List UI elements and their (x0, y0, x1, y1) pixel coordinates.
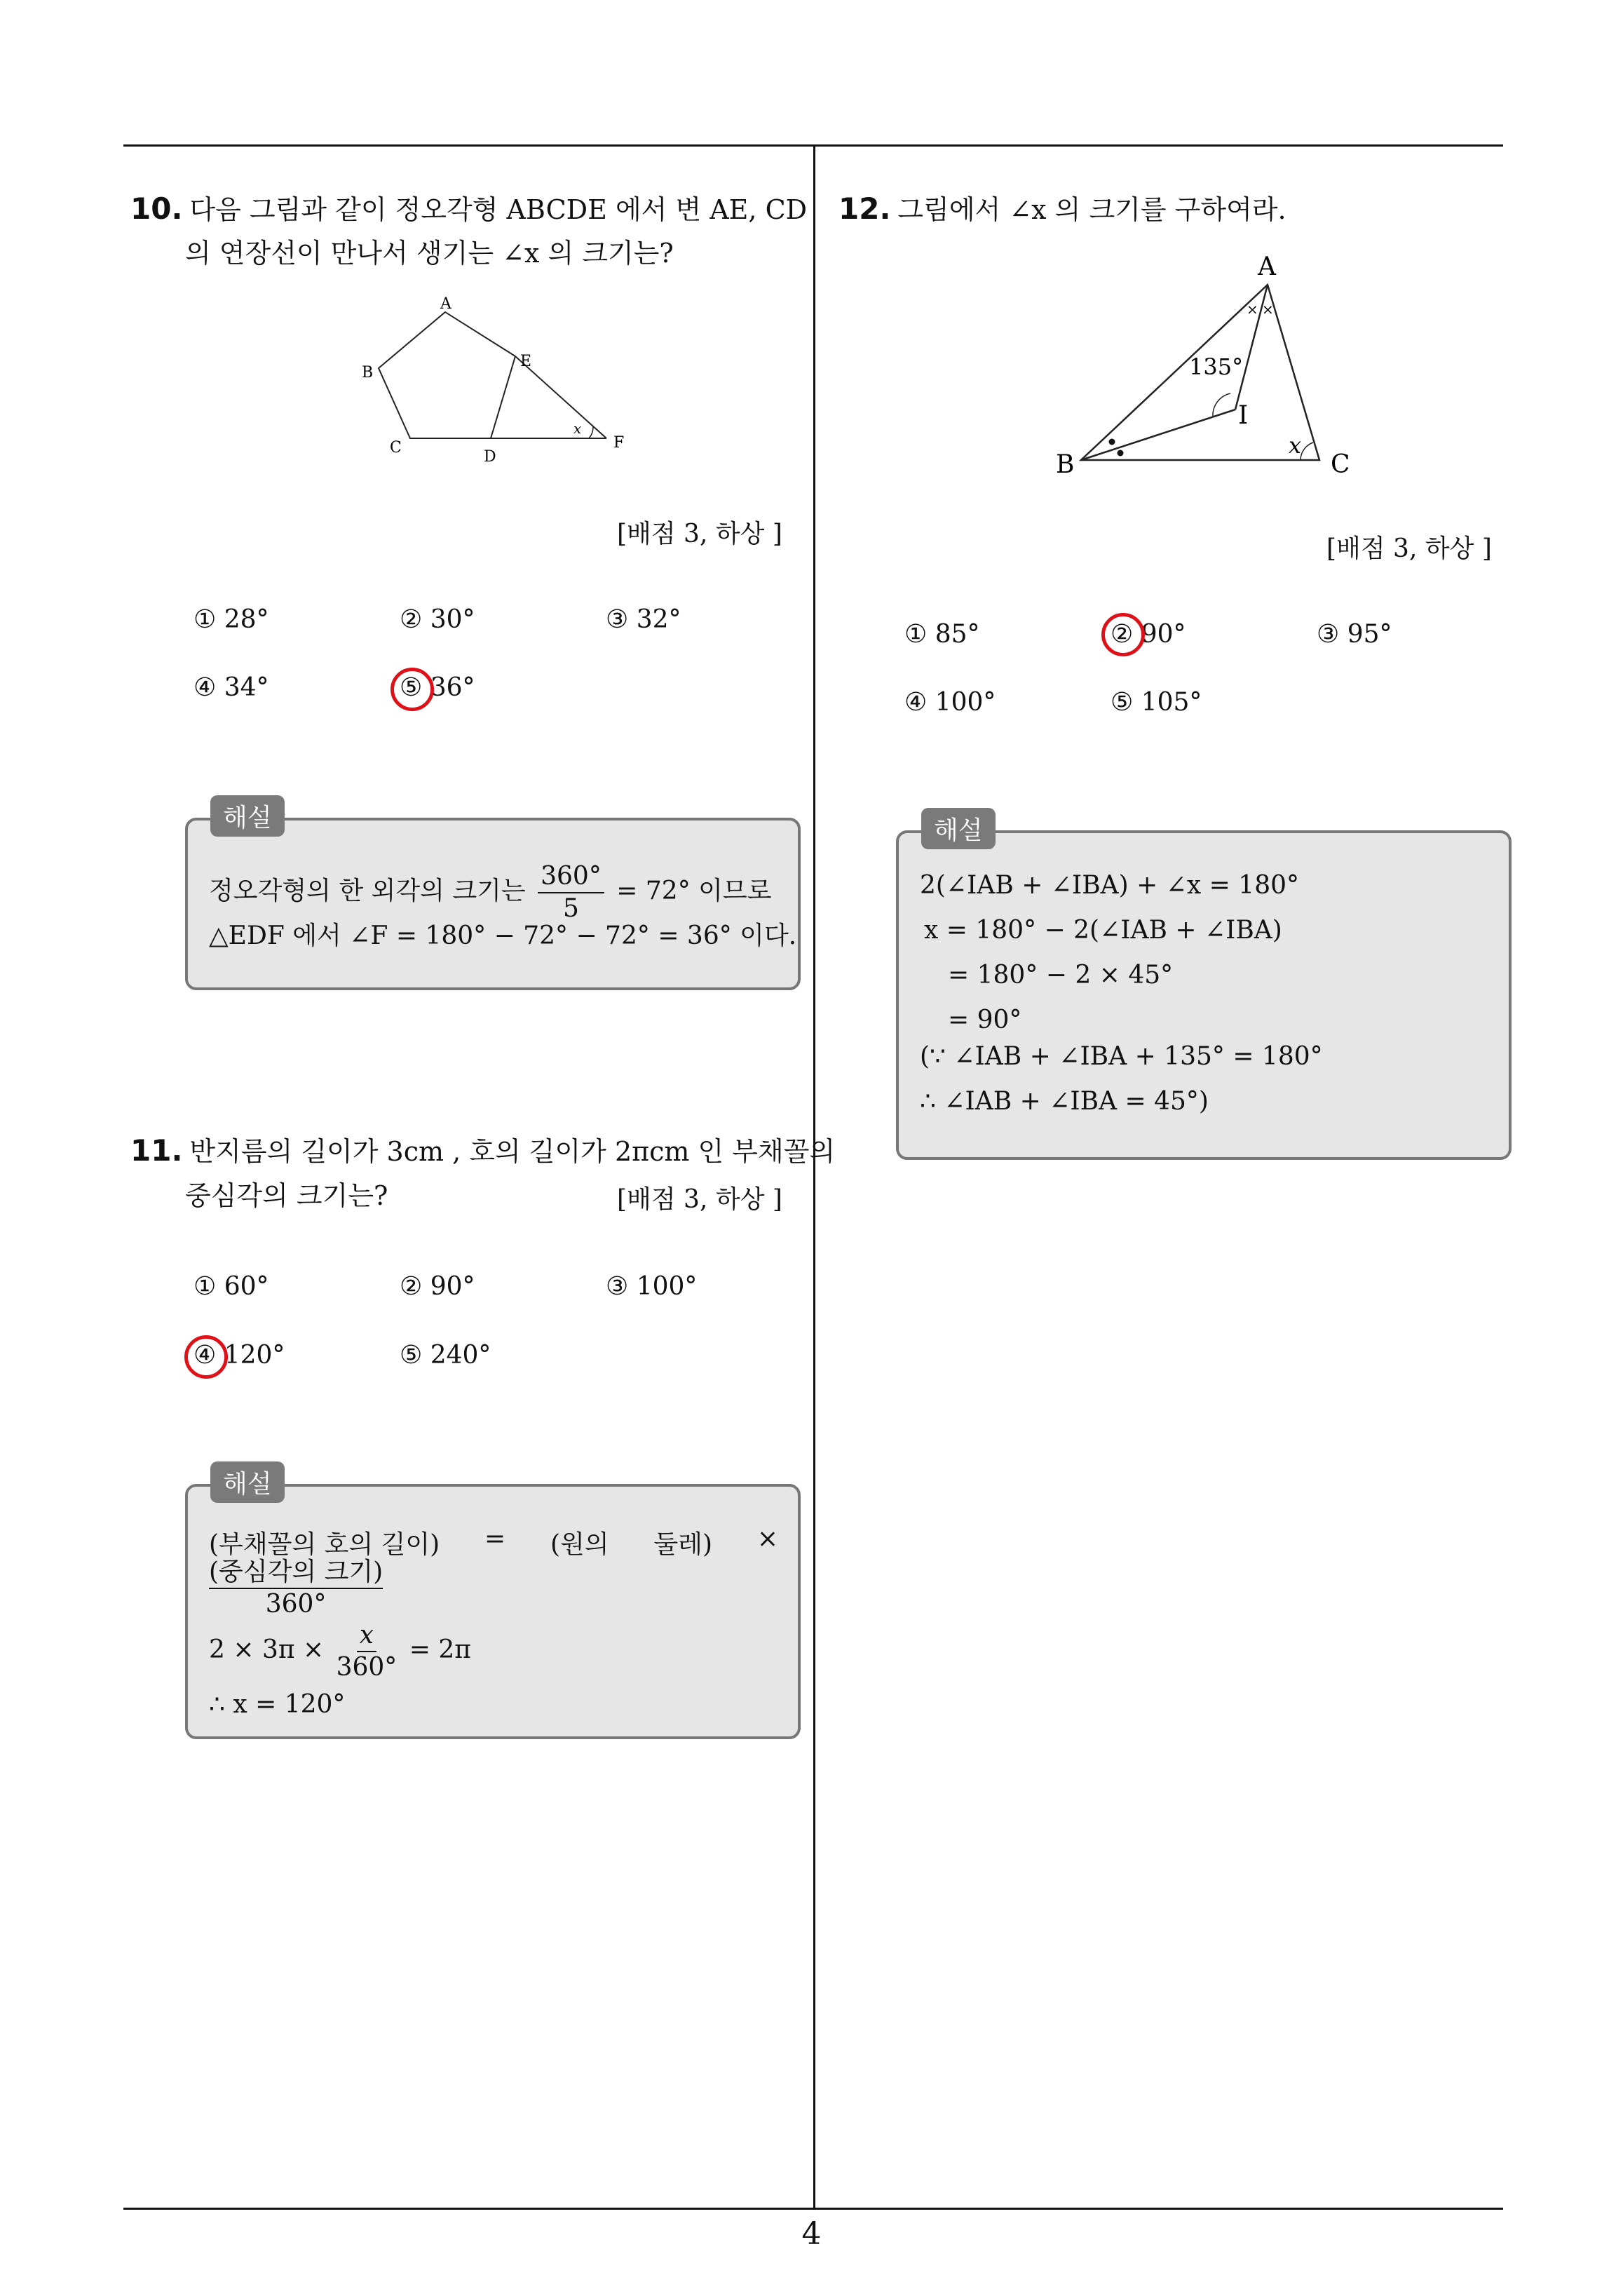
q10-sol-part1: 정오각형의 한 외각의 크기는 (209, 877, 526, 905)
q11-sol-eq: = (484, 1525, 506, 1553)
q12-choice-2[interactable]: ② 90° (1111, 620, 1186, 649)
segment-ED (491, 356, 515, 438)
q10-sol-part2: = 72° 이므로 (616, 877, 772, 905)
column-divider (813, 144, 815, 2209)
q11-sol-times: × (756, 1525, 778, 1553)
q11-choice-2[interactable]: ② 90° (400, 1272, 475, 1301)
q10-line1 (130, 189, 807, 229)
q12-choice-1[interactable]: ① 85° (904, 620, 980, 649)
q10-number: 10. (130, 191, 183, 226)
q11-solution-box (185, 1484, 801, 1739)
label-C: C (390, 439, 402, 457)
q11-sol-line3-den: 360° (336, 1653, 398, 1682)
angle-135-arc (1213, 393, 1230, 417)
label-F: F (613, 434, 625, 452)
q10-choice-2[interactable]: ② 30° (400, 605, 475, 634)
label-C: C (1331, 450, 1350, 479)
label-A: A (1258, 252, 1276, 281)
label-B: B (1056, 450, 1075, 479)
q11-sol-frac-den: 360° (265, 1590, 327, 1619)
q12-answer-mark (1101, 613, 1145, 656)
dot-1 (1109, 439, 1115, 445)
q12-choice-4[interactable]: ④ 100° (904, 688, 996, 717)
q10-sol-fraction (538, 861, 604, 924)
label-I: I (1238, 401, 1249, 430)
q11-number: 11. (130, 1133, 183, 1168)
q12-sol-line4: = 90° (948, 1006, 1022, 1034)
angle-x-arc (589, 426, 593, 438)
q10-solution-box (185, 818, 801, 990)
dot-2 (1118, 450, 1124, 457)
q11-choice-5[interactable]: ⑤ 240° (400, 1341, 491, 1370)
q11-choice-3[interactable]: ③ 100° (606, 1272, 698, 1301)
q12-sol-line5: (∵ ∠IAB + ∠IBA + 135° = 180° (920, 1042, 1323, 1071)
q11-line1 (130, 1131, 835, 1171)
q11-sol-line3-num: x (357, 1620, 376, 1652)
page-number: 4 (801, 2216, 822, 2252)
segment-BI (1081, 410, 1235, 460)
q11-sol-fraction (209, 1557, 383, 1620)
q11-sol-line3 (209, 1620, 471, 1683)
q10-score: [배점 3, 하상 ] (617, 520, 782, 548)
q11-sol-c: 둘레) (653, 1530, 713, 1559)
q11-score: [배점 3, 하상 ] (617, 1185, 782, 1214)
q11-sol-line4: ∴ x = 120° (209, 1690, 346, 1719)
label-x: x (1289, 432, 1302, 459)
tick-1: × (1247, 301, 1258, 318)
label-135: 135° (1189, 353, 1244, 380)
label-E: E (520, 353, 532, 370)
q10-text-1: 다음 그림과 같이 정오각형 ABCDE 에서 변 AE, CD (189, 194, 808, 225)
q11-sol-a: (부채꼴의 호의 길이) (209, 1530, 440, 1559)
q11-sol-line3-frac (337, 1620, 398, 1683)
q11-sol-line3-pre: 2 × 3π × (209, 1635, 325, 1664)
q11-sol-line3-post: = 2π (409, 1635, 471, 1664)
q12-number: 12. (838, 191, 891, 226)
q12-solution-tag: 해설 (921, 808, 996, 849)
q10-choice-1[interactable]: ① 28° (193, 605, 269, 634)
q11-answer-mark (184, 1335, 228, 1379)
q12-text-1: 그림에서 ∠x 의 크기를 구하여라. (897, 194, 1286, 225)
pentagon-figure (351, 288, 645, 470)
q10-solution-tag: 해설 (210, 795, 285, 837)
q10-choice-4[interactable]: ④ 34° (193, 673, 269, 702)
q11-text-1: 반지름의 길이가 3cm , 호의 길이가 2πcm 인 부채꼴의 (189, 1136, 836, 1167)
q12-solution-box (896, 830, 1512, 1160)
q11-choice-4[interactable]: ④ 120° (193, 1341, 285, 1370)
pentagon-outline (379, 312, 515, 438)
q11-choice-1[interactable]: ① 60° (193, 1272, 269, 1301)
label-D: D (484, 448, 496, 466)
q12-sol-line3: = 180° − 2 × 45° (948, 961, 1174, 990)
q10-sol-frac-den: 5 (563, 894, 579, 923)
q11-sol-line1 (209, 1525, 778, 1560)
triangle-figure (1052, 250, 1374, 481)
q12-score: [배점 3, 하상 ] (1326, 534, 1492, 563)
q10-sol-line2: △EDF 에서 ∠F = 180° − 72° − 72° = 36° 이다. (209, 921, 797, 950)
q10-choice-5[interactable]: ⑤ 36° (400, 673, 475, 702)
q12-sol-line6: ∴ ∠IAB + ∠IBA = 45°) (920, 1087, 1209, 1116)
q11-sol-b: (원의 (550, 1530, 609, 1559)
q12-line1 (838, 189, 1286, 229)
q11-solution-tag: 해설 (210, 1461, 285, 1503)
angle-x-arc (1301, 443, 1313, 460)
bottom-rule (123, 2208, 1503, 2210)
q11-text-2: 중심각의 크기는? (185, 1180, 388, 1211)
q10-sol-line1 (209, 861, 771, 924)
q12-sol-line1: 2(∠IAB + ∠IBA) + ∠x = 180° (920, 871, 1300, 900)
q12-choice-3[interactable]: ③ 95° (1317, 620, 1392, 649)
q12-choice-5[interactable]: ⑤ 105° (1111, 688, 1202, 717)
label-A: A (440, 295, 451, 313)
q10-answer-mark (391, 668, 434, 711)
q10-text-2: 의 연장선이 만나서 생기는 ∠x 의 크기는? (185, 238, 674, 269)
tick-2: × (1262, 301, 1274, 318)
label-x: x (573, 420, 582, 437)
q12-sol-line2: x = 180° − 2(∠IAB + ∠IBA) (924, 916, 1282, 945)
q10-sol-frac-num: 360° (538, 861, 604, 893)
label-B: B (362, 364, 374, 381)
q11-sol-frac-num: (중심각의 크기) (209, 1557, 383, 1589)
q10-choice-3[interactable]: ③ 32° (606, 605, 681, 634)
